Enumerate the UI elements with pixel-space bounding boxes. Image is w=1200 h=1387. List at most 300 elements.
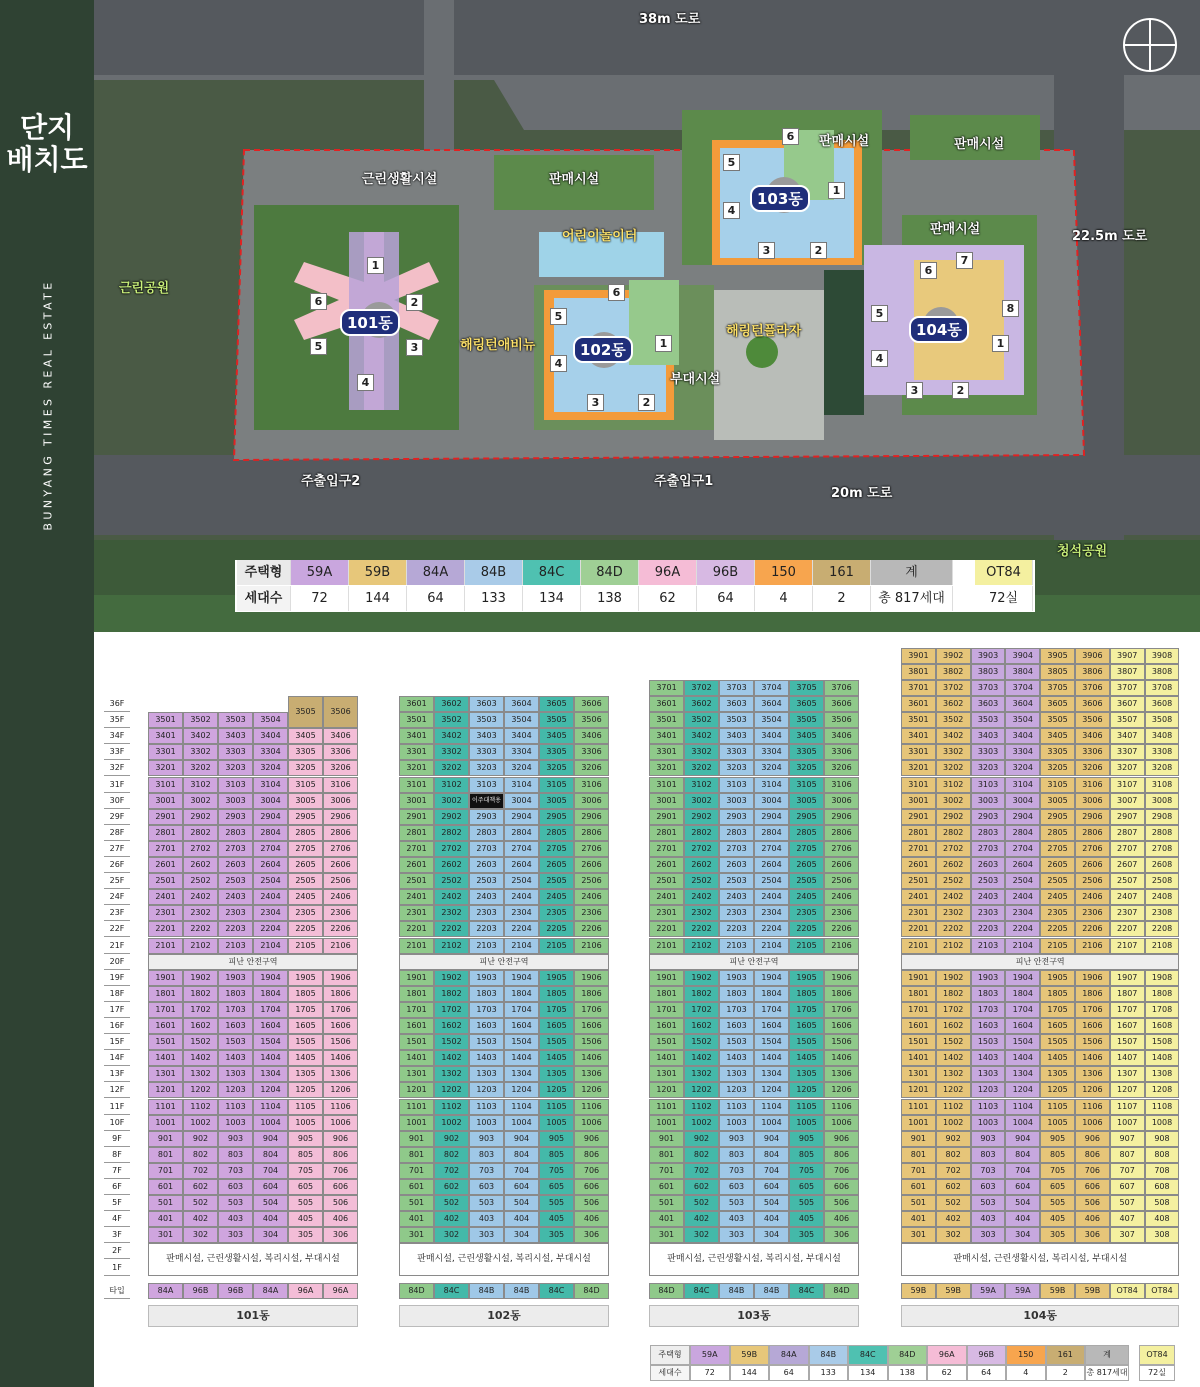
unit-cell: 2302 xyxy=(936,905,971,921)
unit-cell: 3304 xyxy=(754,744,789,760)
unit-cell: 3905 xyxy=(1040,648,1075,664)
unit-cell: 3402 xyxy=(684,728,719,744)
unit-cell: 1701 xyxy=(901,1002,936,1018)
unit-cell: 3404 xyxy=(253,728,288,744)
floor-label: 13F xyxy=(104,1066,130,1082)
unit-cell: 705 xyxy=(288,1163,323,1179)
unit-cell: 3504 xyxy=(504,712,539,728)
unit-cell: 503 xyxy=(218,1195,253,1211)
unit-cell: 2903 xyxy=(971,809,1006,825)
unit-cell: 502 xyxy=(936,1195,971,1211)
unit-cell: 2305 xyxy=(288,905,323,921)
unit-cell: 1001 xyxy=(901,1115,936,1131)
type-cell: OT84 xyxy=(1110,1283,1145,1299)
unit-cell: 1601 xyxy=(901,1018,936,1034)
unit-cell: 3502 xyxy=(434,712,469,728)
legend-count-59B: 144 xyxy=(730,1365,770,1381)
unit-line-number-marker: 4 xyxy=(871,350,888,367)
unit-cell: 403 xyxy=(719,1211,754,1227)
unit-cell: 3108 xyxy=(1145,777,1180,793)
sidebar xyxy=(0,0,94,1387)
unit-cell: 2203 xyxy=(469,921,504,937)
unit-cell: 3708 xyxy=(1145,680,1180,696)
floor-label: 14F xyxy=(104,1050,130,1066)
unit-cell: 806 xyxy=(824,1147,859,1163)
playground-label: 어린이놀이터 xyxy=(562,229,638,244)
unit-cell: 404 xyxy=(504,1211,539,1227)
unit-cell: 1708 xyxy=(1145,1002,1180,1018)
unit-cell: 3808 xyxy=(1145,664,1180,680)
unit-cell: 3401 xyxy=(901,728,936,744)
unit-cell: 2802 xyxy=(183,825,218,841)
unit-cell: 1603 xyxy=(971,1018,1006,1034)
unit-cell: 2306 xyxy=(323,905,358,921)
unit-cell: 1102 xyxy=(434,1099,469,1115)
unit-cell: 3401 xyxy=(399,728,434,744)
unit-cell: 3205 xyxy=(288,760,323,776)
unit-cell: 3106 xyxy=(574,777,609,793)
floor-label: 16F xyxy=(104,1018,130,1034)
unit-cell: 803 xyxy=(719,1147,754,1163)
unit-cell: 806 xyxy=(1075,1147,1110,1163)
unit-cell: 2401 xyxy=(148,889,183,905)
unit-cell: 505 xyxy=(1040,1195,1075,1211)
unit-cell: 2202 xyxy=(434,921,469,937)
road-label-top: 38m 도로 xyxy=(639,12,701,27)
unit-cell: 2702 xyxy=(684,841,719,857)
unit-cell: 303 xyxy=(218,1227,253,1243)
unit-cell: 302 xyxy=(936,1227,971,1243)
unit-cell: 3306 xyxy=(824,744,859,760)
unit-cell: 2402 xyxy=(183,889,218,905)
unit-cell: 1602 xyxy=(684,1018,719,1034)
unit-cell: 2206 xyxy=(824,921,859,937)
unit-cell: 3102 xyxy=(434,777,469,793)
unit-cell: 402 xyxy=(434,1211,469,1227)
unit-cell: 506 xyxy=(824,1195,859,1211)
unit-cell: 2304 xyxy=(253,905,288,921)
sidebar-subtitle: BUNYANG TIMES REAL ESTATE xyxy=(41,279,55,531)
unit-cell: 2904 xyxy=(754,809,789,825)
unit-cell: 702 xyxy=(936,1163,971,1179)
unit-cell: 3005 xyxy=(1040,793,1075,809)
unit-cell: 1605 xyxy=(539,1018,574,1034)
unit-cell: 1803 xyxy=(719,986,754,1002)
unit-line-number-marker: 5 xyxy=(310,338,327,355)
unit-cell: 2503 xyxy=(719,873,754,889)
unit-cell: 901 xyxy=(148,1131,183,1147)
unit-cell: 1806 xyxy=(574,986,609,1002)
unit-cell: 1106 xyxy=(323,1099,358,1115)
unit-cell: 501 xyxy=(901,1195,936,1211)
unit-cell: 706 xyxy=(574,1163,609,1179)
unit-cell: 504 xyxy=(253,1195,288,1211)
unit-cell: 2405 xyxy=(789,889,824,905)
unit-cell: 2401 xyxy=(399,889,434,905)
unit-cell: 1205 xyxy=(539,1082,574,1098)
retail-label-4: 판매시설 xyxy=(930,222,981,237)
unit-cell: 901 xyxy=(399,1131,434,1147)
unit-cell: 3003 xyxy=(719,793,754,809)
unit-cell: 2906 xyxy=(574,809,609,825)
unit-cell: 1403 xyxy=(719,1050,754,1066)
unit-cell: 2404 xyxy=(253,889,288,905)
unit-cell: 503 xyxy=(971,1195,1006,1211)
unit-cell: 306 xyxy=(574,1227,609,1243)
unit-cell: 1301 xyxy=(399,1066,434,1082)
unit-cell: 1705 xyxy=(1040,1002,1075,1018)
unit-cell: 804 xyxy=(1005,1147,1040,1163)
unit-cell: 3103 xyxy=(971,777,1006,793)
unit-cell: 606 xyxy=(824,1179,859,1195)
unit-cell: 1303 xyxy=(719,1066,754,1082)
unit-cell: 1201 xyxy=(399,1082,434,1098)
unit-cell: 2204 xyxy=(504,921,539,937)
unit-cell: 3706 xyxy=(1075,680,1110,696)
unit-cell: 1401 xyxy=(901,1050,936,1066)
unit-cell: 3404 xyxy=(504,728,539,744)
unit-cell: 1407 xyxy=(1110,1050,1145,1066)
unit-cell: 603 xyxy=(218,1179,253,1195)
unit-cell: 1802 xyxy=(936,986,971,1002)
unit-cell: 2303 xyxy=(218,905,253,921)
unit-cell: 3407 xyxy=(1110,728,1145,744)
unit-cell: 2401 xyxy=(649,889,684,905)
unit-cell: 2902 xyxy=(684,809,719,825)
unit-cell: 3502 xyxy=(684,712,719,728)
unit-cell: 1702 xyxy=(183,1002,218,1018)
unit-cell: 2606 xyxy=(323,857,358,873)
unit-cell: 1204 xyxy=(754,1082,789,1098)
unit-cell: 1705 xyxy=(539,1002,574,1018)
unit-cell: 1704 xyxy=(754,1002,789,1018)
legend-count-84B: 133 xyxy=(809,1365,849,1381)
legend-count-96B: 64 xyxy=(967,1365,1007,1381)
unit-cell: 2303 xyxy=(971,905,1006,921)
unit-cell: 2304 xyxy=(504,905,539,921)
building-name-label: 104동 xyxy=(901,1305,1179,1327)
unit-cell: 1401 xyxy=(399,1050,434,1066)
unit-cell: 307 xyxy=(1110,1227,1145,1243)
unit-cell: 1504 xyxy=(253,1034,288,1050)
unit-cell: 2505 xyxy=(288,873,323,889)
unit-cell: 2503 xyxy=(469,873,504,889)
unit-cell: 2702 xyxy=(183,841,218,857)
penthouse-cell: 3506 xyxy=(323,696,358,728)
unit-cell: 1903 xyxy=(469,970,504,986)
floor-label: 28F xyxy=(104,825,130,841)
legend-count-96A: 62 xyxy=(927,1365,967,1381)
unit-cell: 3402 xyxy=(434,728,469,744)
unit-cell: 303 xyxy=(469,1227,504,1243)
unit-cell: 2405 xyxy=(539,889,574,905)
unit-cell: 601 xyxy=(901,1179,936,1195)
floor-label: 36F xyxy=(104,696,130,712)
unit-cell: 2603 xyxy=(469,857,504,873)
unit-cell: 2205 xyxy=(789,921,824,937)
unit-line-number-marker: 1 xyxy=(992,335,1009,352)
unit-cell: 3902 xyxy=(936,648,971,664)
unit-cell: 2303 xyxy=(719,905,754,921)
unit-cell: 1904 xyxy=(504,970,539,986)
unit-cell: 1104 xyxy=(253,1099,288,1115)
unit-cell: 1003 xyxy=(971,1115,1006,1131)
legend-type-59B: 59B xyxy=(349,560,407,585)
legend-count-84D: 138 xyxy=(581,586,639,611)
unit-cell: 1103 xyxy=(469,1099,504,1115)
unit-cell: 2901 xyxy=(649,809,684,825)
unit-cell: 1305 xyxy=(288,1066,323,1082)
legend-type-59A: 59A xyxy=(291,560,349,585)
unit-cell: 701 xyxy=(148,1163,183,1179)
unit-cell: 905 xyxy=(1040,1131,1075,1147)
unit-cell: 2507 xyxy=(1110,873,1145,889)
legend-count-header: 세대수 xyxy=(237,586,291,611)
unit-cell: 3907 xyxy=(1110,648,1145,664)
unit-cell: 3206 xyxy=(574,760,609,776)
unit-cell: 3503 xyxy=(218,712,253,728)
unit-cell: 802 xyxy=(183,1147,218,1163)
floor-label: 12F xyxy=(104,1082,130,1098)
unit-cell: 1308 xyxy=(1145,1066,1180,1082)
unit-cell: 503 xyxy=(719,1195,754,1211)
unit-cell: 2205 xyxy=(1040,921,1075,937)
unit-cell: 3805 xyxy=(1040,664,1075,680)
unit-cell: 2601 xyxy=(148,857,183,873)
unit-cell: 2803 xyxy=(218,825,253,841)
unit-cell: 2703 xyxy=(469,841,504,857)
unit-cell: 1205 xyxy=(789,1082,824,1098)
unit-cell: 3307 xyxy=(1110,744,1145,760)
unit-cell: 2505 xyxy=(789,873,824,889)
type-cell: 84D xyxy=(824,1283,859,1299)
unit-cell: 1602 xyxy=(936,1018,971,1034)
unit-cell: 1006 xyxy=(323,1115,358,1131)
unit-cell: 1108 xyxy=(1145,1099,1180,1115)
unit-cell: 3305 xyxy=(539,744,574,760)
unit-cell: 3702 xyxy=(684,680,719,696)
building-102-badge: 102동 xyxy=(573,336,633,363)
unit-cell: 1001 xyxy=(148,1115,183,1131)
unit-cell: 1905 xyxy=(288,970,323,986)
unit-cell: 2301 xyxy=(649,905,684,921)
unit-cell: 1002 xyxy=(183,1115,218,1131)
unit-cell: 3604 xyxy=(754,696,789,712)
legend-count-OT84: 72실 xyxy=(975,586,1033,611)
unit-cell: 1905 xyxy=(539,970,574,986)
legend-count-84A: 64 xyxy=(769,1365,809,1381)
unit-cell: 2605 xyxy=(1040,857,1075,873)
unit-cell: 3402 xyxy=(183,728,218,744)
unit-cell: 2401 xyxy=(901,889,936,905)
unit-cell: 2706 xyxy=(1075,841,1110,857)
legend-count-150: 4 xyxy=(1006,1365,1046,1381)
unit-cell: 3303 xyxy=(971,744,1006,760)
unit-line-number-marker: 4 xyxy=(550,355,567,372)
unit-cell: 1802 xyxy=(434,986,469,1002)
unit-cell: 1906 xyxy=(1075,970,1110,986)
unit-cell: 1607 xyxy=(1110,1018,1145,1034)
unit-cell: 604 xyxy=(504,1179,539,1195)
unit-cell: 2601 xyxy=(399,857,434,873)
unit-cell: 2105 xyxy=(288,938,323,954)
unit-cell: 2304 xyxy=(754,905,789,921)
unit-cell: 3002 xyxy=(434,793,469,809)
unit-cell: 301 xyxy=(148,1227,183,1243)
unit-cell: 1203 xyxy=(971,1082,1006,1098)
unit-cell: 1003 xyxy=(719,1115,754,1131)
floor-label: 25F xyxy=(104,873,130,889)
unit-line-number-marker: 1 xyxy=(655,335,672,352)
unit-cell: 2305 xyxy=(1040,905,1075,921)
type-cell: 96A xyxy=(323,1283,358,1299)
unit-cell: 702 xyxy=(684,1163,719,1179)
type-cell: 84A xyxy=(253,1283,288,1299)
unit-cell: 3308 xyxy=(1145,744,1180,760)
unit-cell: 304 xyxy=(504,1227,539,1243)
unit-cell: 1105 xyxy=(1040,1099,1075,1115)
unit-cell: 2504 xyxy=(504,873,539,889)
unit-cell: 3201 xyxy=(148,760,183,776)
unit-cell: 1803 xyxy=(469,986,504,1002)
unit-cell: 1202 xyxy=(434,1082,469,1098)
unit-cell: 2806 xyxy=(1075,825,1110,841)
unit-cell: 3202 xyxy=(434,760,469,776)
unit-cell: 2604 xyxy=(253,857,288,873)
unit-cell: 602 xyxy=(183,1179,218,1195)
unit-cell: 3501 xyxy=(399,712,434,728)
unit-cell: 607 xyxy=(1110,1179,1145,1195)
unit-cell: 1305 xyxy=(1040,1066,1075,1082)
site-plan-map xyxy=(94,0,1200,632)
legend-type-96A: 96A xyxy=(927,1345,967,1365)
unit-cell: 3904 xyxy=(1005,648,1040,664)
unit-cell: 1101 xyxy=(148,1099,183,1115)
unit-cell: 3403 xyxy=(971,728,1006,744)
building-name-label: 102동 xyxy=(399,1305,609,1327)
unit-cell: 2702 xyxy=(434,841,469,857)
unit-cell: 3206 xyxy=(323,760,358,776)
unit-cell: 802 xyxy=(936,1147,971,1163)
unit-line-number-marker: 4 xyxy=(723,202,740,219)
unit-cell: 3703 xyxy=(719,680,754,696)
legend-type-계: 계 xyxy=(871,560,953,585)
unit-cell: 2904 xyxy=(504,809,539,825)
unit-cell: 3105 xyxy=(288,777,323,793)
unit-cell: 2302 xyxy=(434,905,469,921)
unit-cell: 1101 xyxy=(399,1099,434,1115)
unit-cell: 707 xyxy=(1110,1163,1145,1179)
unit-cell: 2907 xyxy=(1110,809,1145,825)
unit-cell: 1203 xyxy=(218,1082,253,1098)
unit-cell: 2308 xyxy=(1145,905,1180,921)
floor-label: 6F xyxy=(104,1179,130,1195)
unit-cell: 3107 xyxy=(1110,777,1145,793)
unit-cell: 3404 xyxy=(1005,728,1040,744)
unit-cell: 604 xyxy=(1005,1179,1040,1195)
building-name-label: 103동 xyxy=(649,1305,859,1327)
type-cell: OT84 xyxy=(1145,1283,1180,1299)
unit-cell: 3607 xyxy=(1110,696,1145,712)
unit-cell: 2805 xyxy=(1040,825,1075,841)
unit-cell: 2903 xyxy=(719,809,754,825)
unit-cell: 1104 xyxy=(754,1099,789,1115)
unit-cell: 1103 xyxy=(971,1099,1006,1115)
legend-count-59A: 72 xyxy=(690,1365,730,1381)
unit-cell: 1504 xyxy=(1005,1034,1040,1050)
legend-type-161: 161 xyxy=(1046,1345,1086,1365)
unit-cell: 3206 xyxy=(1075,760,1110,776)
unit-cell: 1902 xyxy=(936,970,971,986)
unit-cell: 606 xyxy=(323,1179,358,1195)
unit-cell: 1904 xyxy=(253,970,288,986)
unit-cell: 3802 xyxy=(936,664,971,680)
unit-cell: 1402 xyxy=(183,1050,218,1066)
unit-cell: 3806 xyxy=(1075,664,1110,680)
unit-cell: 903 xyxy=(469,1131,504,1147)
unit-cell: 303 xyxy=(719,1227,754,1243)
unit-cell: 1201 xyxy=(649,1082,684,1098)
unit-cell: 1302 xyxy=(936,1066,971,1082)
unit-cell: 1606 xyxy=(1075,1018,1110,1034)
unit-cell: 1301 xyxy=(901,1066,936,1082)
unit-cell: 3605 xyxy=(789,696,824,712)
unit-cell: 2306 xyxy=(1075,905,1110,921)
unit-cell: 801 xyxy=(399,1147,434,1163)
unit-cell: 1303 xyxy=(971,1066,1006,1082)
unit-cell: 407 xyxy=(1110,1211,1145,1227)
unit-line-number-marker: 5 xyxy=(550,308,567,325)
unit-cell: 1303 xyxy=(469,1066,504,1082)
unit-cell: 3304 xyxy=(1005,744,1040,760)
unit-cell: 1408 xyxy=(1145,1050,1180,1066)
unit-cell: 501 xyxy=(148,1195,183,1211)
unit-cell: 704 xyxy=(253,1163,288,1179)
unit-cell: 1505 xyxy=(789,1034,824,1050)
unit-cell: 3101 xyxy=(399,777,434,793)
unit-cell: 305 xyxy=(789,1227,824,1243)
unit-cell: 3404 xyxy=(754,728,789,744)
legend-type-59B: 59B xyxy=(730,1345,770,1365)
legend-count-84A: 64 xyxy=(407,586,465,611)
unit-cell: 2707 xyxy=(1110,841,1145,857)
unit-cell: 3005 xyxy=(288,793,323,809)
unit-cell: 1506 xyxy=(574,1034,609,1050)
unit-cell: 3306 xyxy=(1075,744,1110,760)
unit-cell: 1104 xyxy=(504,1099,539,1115)
unit-cell: 1207 xyxy=(1110,1082,1145,1098)
unit-cell: 508 xyxy=(1145,1195,1180,1211)
unit-line-number-marker: 3 xyxy=(587,394,604,411)
unit-cell: 1104 xyxy=(1005,1099,1040,1115)
unit-cell: 3301 xyxy=(148,744,183,760)
unit-cell: 2602 xyxy=(434,857,469,873)
type-cell: 84B xyxy=(469,1283,504,1299)
unit-cell: 1801 xyxy=(148,986,183,1002)
unit-cell: 2901 xyxy=(148,809,183,825)
aux-facility-label: 부대시설 xyxy=(670,372,721,387)
floor-label: 9F xyxy=(104,1131,130,1147)
unit-cell: 406 xyxy=(824,1211,859,1227)
unit-cell: 1804 xyxy=(1005,986,1040,1002)
unit-cell: 1306 xyxy=(824,1066,859,1082)
unit-cell: 3703 xyxy=(971,680,1006,696)
unit-cell: 1805 xyxy=(789,986,824,1002)
unit-cell: 1606 xyxy=(824,1018,859,1034)
unit-cell: 2904 xyxy=(253,809,288,825)
unit-cell: 2406 xyxy=(574,889,609,905)
unit-cell: 2203 xyxy=(218,921,253,937)
